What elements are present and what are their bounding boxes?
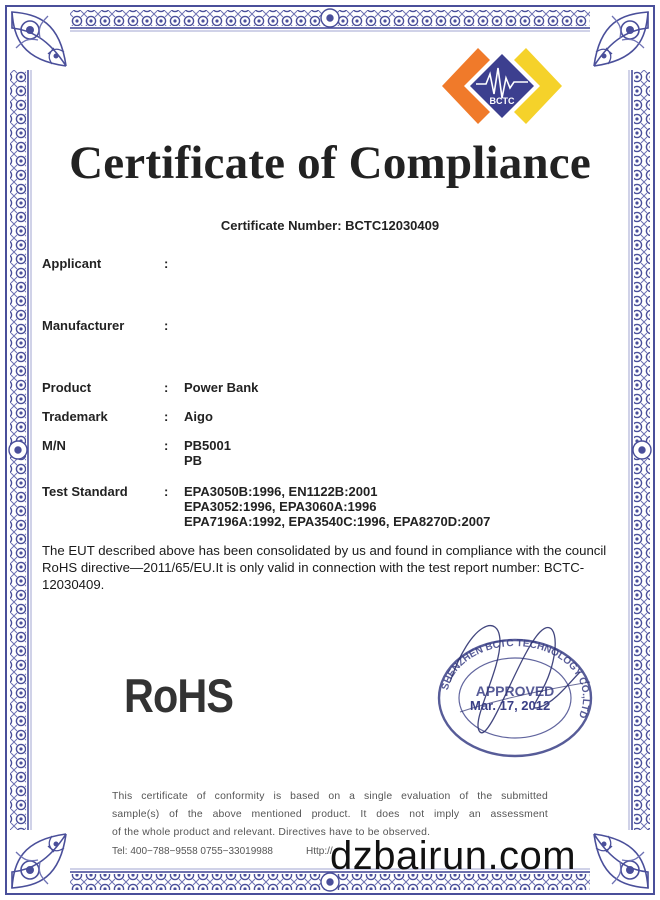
mn-label: M/N <box>42 438 66 453</box>
product-label: Product <box>42 380 92 395</box>
mn-line: PB <box>184 453 203 468</box>
certificate-number-label: Certificate Number: <box>220 218 342 233</box>
product-value: Power Bank <box>184 380 259 395</box>
mn-line: PB5001 <box>184 438 231 453</box>
stamp-ring-text: SHENZHEN BCTC TECHNOLOGY CO.,LTD <box>439 637 592 720</box>
compliance-statement: The EUT described above has been consolidated by us and found in compliance with the council RoHS directive—2011/65/EU.It is only valid in connection with the test report number: BCTC-12030409. <box>42 543 607 592</box>
rohs-mark: RoHS <box>124 669 234 722</box>
applicant-label: Applicant <box>42 256 102 271</box>
test-standard-line: EPA3052:1996, EPA3060A:1996 <box>184 499 377 514</box>
trademark-value: Aigo <box>184 409 213 424</box>
stamp-approved-text: APPROVED <box>475 683 555 699</box>
manufacturer-colon: : <box>164 318 169 333</box>
contact-info <box>112 846 333 857</box>
test-standard-line: EPA3050B:1996, EN1122B:2001 <box>184 484 378 499</box>
approval-date: Mar. 17, 2012 <box>470 698 551 713</box>
trademark-colon: : <box>164 409 169 424</box>
bctc-logo <box>440 44 564 128</box>
mn-colon: : <box>164 438 169 453</box>
watermark: dzbairun.com <box>330 834 577 878</box>
disclaimer-line: This certificate of conformity is based on a single evaluation of the submitted <box>112 791 548 802</box>
disclaimer-line: sample(s) of the above mentioned product. It does not imply an assessment <box>112 809 548 820</box>
approval-stamp <box>430 612 600 762</box>
disclaimer-line: of the whole product and relevant. Directives have to be observed. <box>112 827 431 838</box>
certificate-number-value: BCTC12030409 <box>345 218 440 233</box>
logo-text: BCTC <box>489 96 515 106</box>
product-colon: : <box>164 380 169 395</box>
test-standard-colon: : <box>164 484 169 499</box>
certificate-title: Certificate of Compliance <box>69 137 591 189</box>
test-standard-line: EPA7196A:1992, EPA3540C:1996, EPA8270D:2007 <box>184 514 491 529</box>
contact-tel: Tel: 400−788−9558 0755−33019988 <box>112 846 273 857</box>
contact-website: Http:// <box>306 846 333 857</box>
test-standard-value <box>184 484 604 529</box>
applicant-colon: : <box>164 256 169 271</box>
test-standard-label: Test Standard <box>42 484 128 499</box>
certificate-number <box>0 218 660 233</box>
manufacturer-label: Manufacturer <box>42 318 125 333</box>
trademark-label: Trademark <box>42 409 108 424</box>
mn-value <box>184 438 604 468</box>
